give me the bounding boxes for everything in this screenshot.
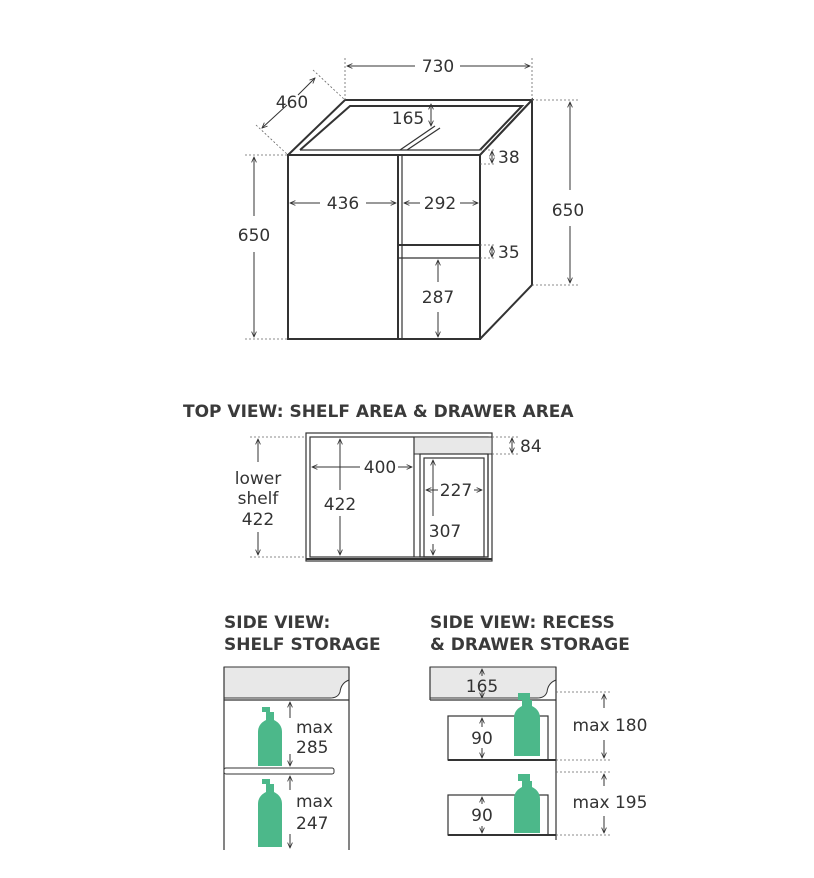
- left-width-label: 436: [326, 194, 360, 214]
- side-shelf-outline: [224, 667, 349, 850]
- top-gap-label: 38: [498, 148, 520, 168]
- max-180-label: max 180: [572, 716, 648, 736]
- dim-shelf-depth: [324, 439, 356, 555]
- dim-height-left: [238, 155, 288, 339]
- bottle-icon: [514, 693, 540, 756]
- bottle-icon: [258, 779, 282, 847]
- shelf-width-label: 400: [363, 458, 397, 478]
- cabinet-outline: [288, 100, 532, 339]
- dim-back-gap: [492, 437, 542, 457]
- dim-shelf-upper: [290, 702, 333, 766]
- front-view: [238, 57, 584, 339]
- recess-depth-label: 165: [391, 109, 425, 129]
- side-shelf-heading-2: SHELF STORAGE: [224, 635, 381, 655]
- lower-shelf-value: 422: [241, 510, 275, 530]
- side-shelf-heading-1: SIDE VIEW:: [224, 613, 331, 633]
- drawer-width-label: 227: [439, 481, 473, 501]
- dim-max-195: [556, 772, 647, 835]
- side-recess-heading-1: SIDE VIEW: RECESS: [430, 613, 615, 633]
- shelf-upper-max: max: [296, 718, 334, 738]
- top-view: [183, 402, 574, 561]
- dim-inner-widths: [290, 194, 478, 214]
- shelf-lower-max: max: [296, 792, 334, 812]
- dim-upper-drawer: [471, 718, 493, 758]
- side-view-recess: [430, 613, 647, 840]
- dim-drawer-depth: [429, 460, 461, 555]
- drawer-depth-label: 307: [428, 522, 462, 542]
- bottle-icon: [258, 707, 282, 766]
- dim-width: [345, 57, 532, 100]
- dim-shelf-lower: [290, 776, 333, 848]
- shelf-upper-value: 285: [296, 738, 329, 758]
- height-right-label: 650: [551, 201, 585, 221]
- side-recess-heading-2: & DRAWER STORAGE: [430, 635, 630, 655]
- dim-drawer: [422, 260, 454, 337]
- dim-lower-shelf: [235, 437, 306, 557]
- shelf-depth-label: 422: [323, 495, 357, 515]
- dim-rail: [480, 243, 520, 263]
- height-left-label: 650: [237, 226, 271, 246]
- right-width-label: 292: [423, 194, 457, 214]
- depth-label: 460: [275, 93, 309, 113]
- side-view-shelf: [224, 613, 381, 850]
- dim-lower-drawer: [471, 797, 493, 833]
- recess-side-label: 165: [465, 677, 499, 697]
- shelf-lower-value: 247: [296, 814, 329, 834]
- back-gap-label: 84: [520, 437, 542, 457]
- width-label: 730: [421, 57, 455, 77]
- dim-max-180: [556, 692, 647, 760]
- dim-shelf-width: [312, 458, 412, 478]
- max-195-label: max 195: [572, 793, 648, 813]
- lower-drawer-label: 90: [471, 806, 493, 826]
- upper-drawer-label: 90: [471, 729, 493, 749]
- top-view-heading: TOP VIEW: SHELF AREA & DRAWER AREA: [183, 402, 574, 422]
- lower-shelf-line1: lower: [234, 469, 282, 489]
- bottle-icon: [514, 774, 540, 833]
- drawer-height-label: 287: [421, 288, 455, 308]
- rail-height-label: 35: [498, 243, 520, 263]
- dim-drawer-width: [426, 481, 482, 501]
- dim-height-right: [532, 100, 584, 285]
- lower-shelf-line2: shelf: [237, 489, 279, 509]
- dim-top-gap: [480, 148, 520, 168]
- dim-recess: [392, 104, 431, 129]
